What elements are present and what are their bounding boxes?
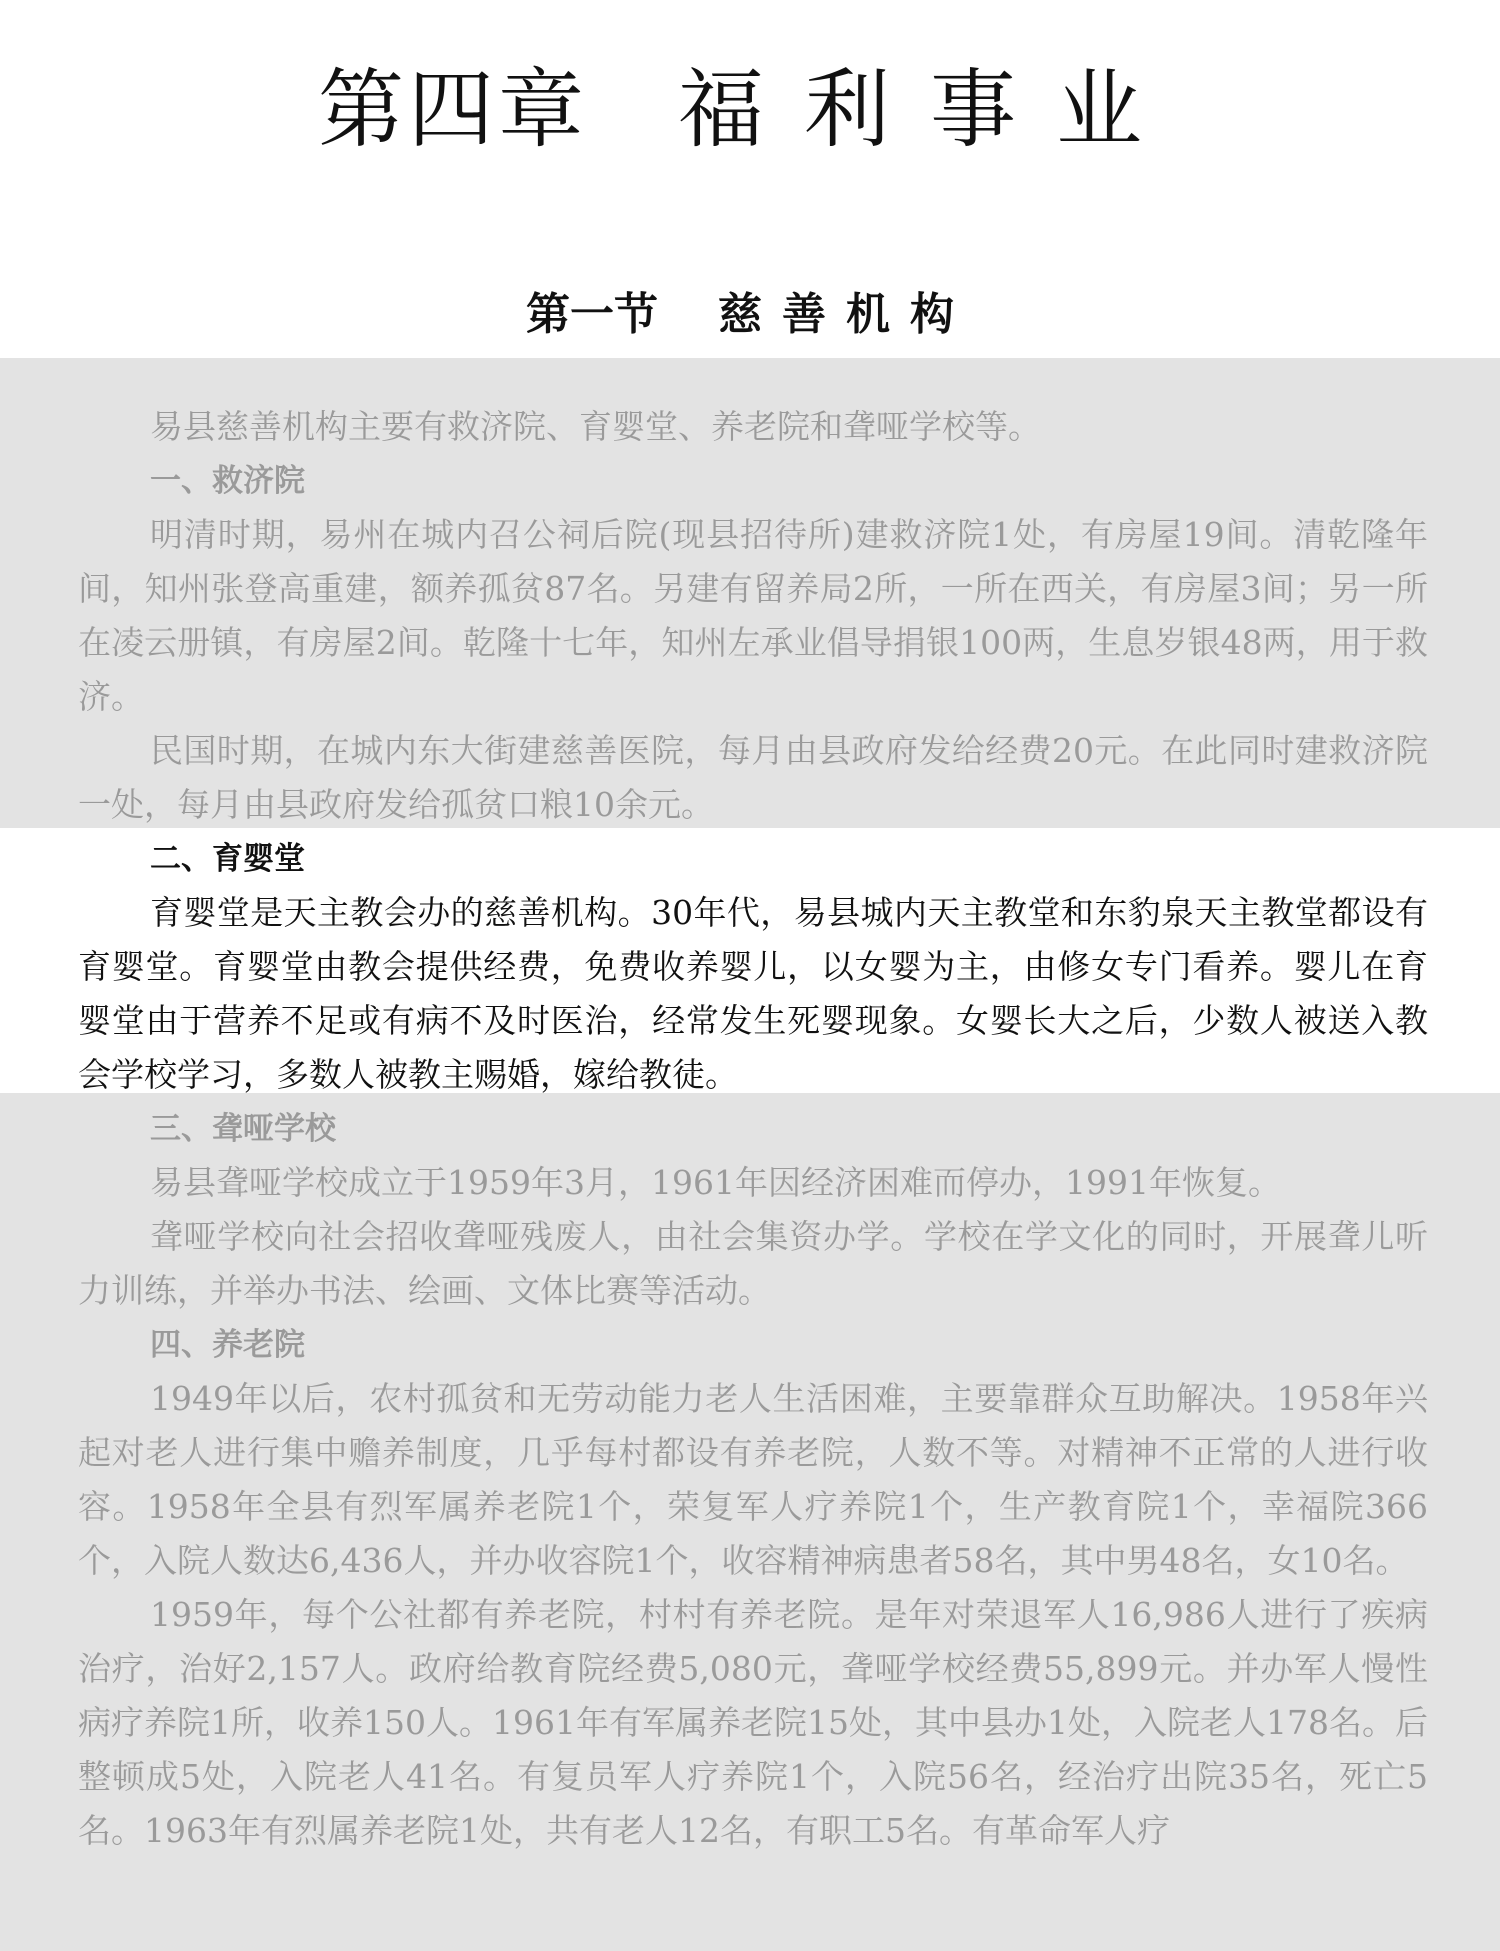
section-title	[0, 285, 1500, 345]
paragraph: 明清时期，易州在城内召公祠后院(现县招待所)建救济院1处，有房屋19间。清乾隆年间，知州张登高重建，额养孤贫87名。另建有留养局2所，一所在西关，有房屋3间；另一所在凌云册镇，有房屋2间。乾隆十七年，知州左承业倡导捐银100两，生息岁银48两，用于救济。	[78, 515, 1428, 716]
chapter-number: 第四章	[318, 60, 588, 160]
subsection-heading-orphanage: 二、育婴堂	[150, 841, 305, 877]
subsection-heading-deaf-school: 三、聋哑学校	[150, 1111, 336, 1147]
paragraph: 1959年，每个公社都有养老院，村村有养老院。是年对荣退军人16,986人进行了疾病治疗，治好2,157人。政府给教育院经费5,080元，聋哑学校经费55,899元。并办军人慢性病疗养院1所，收养150人。1961年有军属养老院15处，其中县办1处，入院老人178名。后整顿成5处，入院老人41名。有复员军人疗养院1个，入院56名，经治疗出院35名，死亡5名。1963年有烈属养老院1处，共有老人12名，有职工5名。有革命军人疗	[78, 1595, 1428, 1850]
section-name: 慈善机构	[718, 289, 974, 340]
paragraph: 聋哑学校向社会招收聋哑残废人，由社会集资办学。学校在学文化的同时，开展聋儿听力训练，并举办书法、绘画、文体比赛等活动。	[78, 1217, 1428, 1310]
section-number: 第一节	[526, 289, 658, 340]
subsection-heading-relief-institute: 一、救济院	[150, 463, 305, 499]
paragraph: 1949年以后，农村孤贫和无劳动能力老人生活困难，主要靠群众互助解决。1958年兴起对老人进行集中赡养制度，几乎每村都设有养老院，人数不等。对精神不正常的人进行收容。1958年全县有烈军属养老院1个，荣复军人疗养院1个，生产教育院1个，幸福院366个，入院人数达6,436人，并办收容院1个，收容精神病患者58名，其中男48名，女10名。	[78, 1379, 1428, 1580]
paragraph: 育婴堂是天主教会办的慈善机构。30年代，易县城内天主教堂和东豹泉天主教堂都设有育婴堂。育婴堂由教会提供经费，免费收养婴儿，以女婴为主，由修女专门看养。婴儿在育婴堂由于营养不足或有病不及时医治，经常发生死婴现象。女婴长大之后，少数人被送入教会学校学习，多数人被教主赐婚，嫁给教徒。	[78, 893, 1428, 1094]
paragraph: 民国时期，在城内东大街建慈善医院，每月由县政府发给经费20元。在此同时建救济院一处，每月由县政府发给孤贫口粮10余元。	[78, 731, 1428, 824]
paragraph: 易县聋哑学校成立于1959年3月，1961年因经济困难而停办，1991年恢复。	[150, 1163, 1281, 1202]
subsection-heading-nursing-home: 四、养老院	[150, 1327, 305, 1363]
intro-paragraph: 易县慈善机构主要有救济院、育婴堂、养老院和聋哑学校等。	[150, 407, 1041, 446]
page-body	[78, 400, 1428, 1858]
chapter-name: 福利事业	[678, 60, 1182, 160]
chapter-title	[0, 55, 1500, 165]
